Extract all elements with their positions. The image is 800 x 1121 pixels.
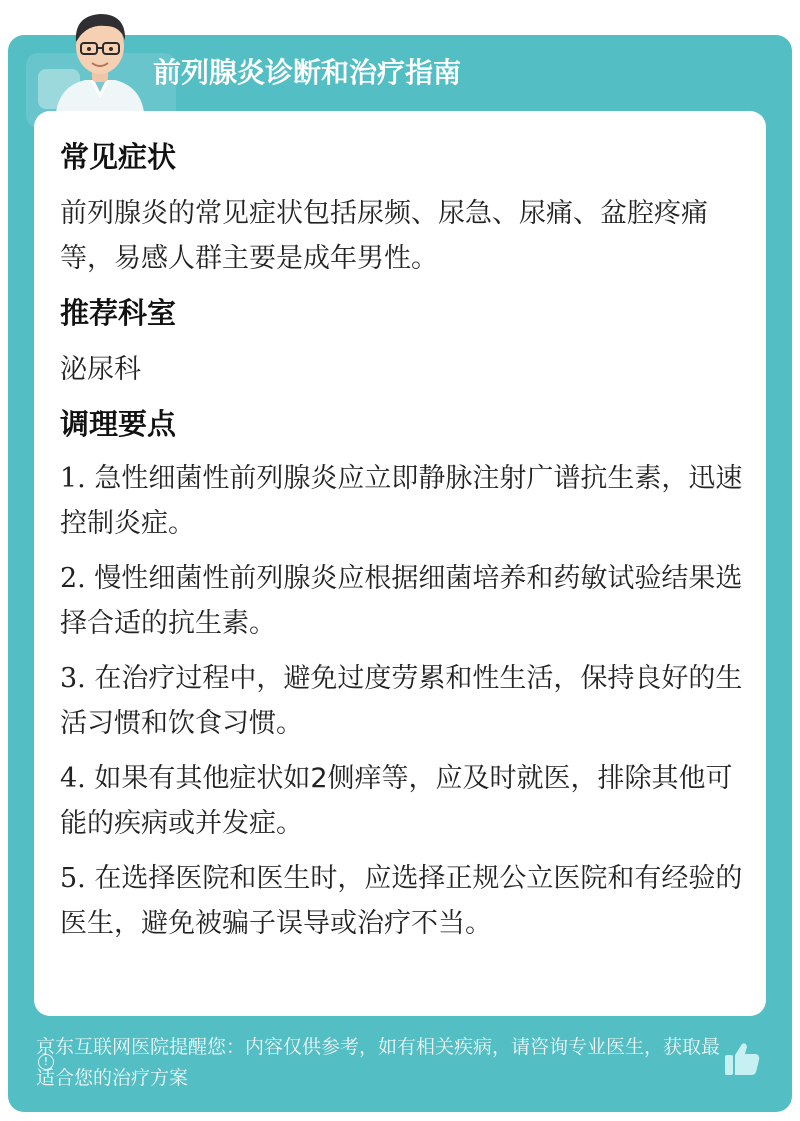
list-item: 5. 在选择医院和医生时，应选择正规公立医院和有经验的医生，避免被骗子误导或治疗不当。 xyxy=(60,863,743,939)
thumbs-up-icon[interactable] xyxy=(722,1040,762,1078)
section-heading-symptoms: 常见症状 xyxy=(60,140,177,174)
care-list xyxy=(60,456,744,946)
list-item: 2. 慢性细菌性前列腺炎应根据细菌培养和药敏试验结果选择合适的抗生素。 xyxy=(60,563,743,639)
section-body-department: 泌尿科 xyxy=(60,354,141,385)
page-title: 前列腺炎诊断和治疗指南 xyxy=(153,56,462,89)
section-body-symptoms: 前列腺炎的常见症状包括尿频、尿急、尿痛、盆腔疼痛等，易感人群主要是成年男性。 xyxy=(60,198,708,274)
list-item: 4. 如果有其他症状如2侧痒等，应及时就医，排除其他可能的疾病或并发症。 xyxy=(60,763,733,839)
list-item: 3. 在治疗过程中，避免过度劳累和性生活，保持良好的生活习惯和饮食习惯。 xyxy=(60,663,743,739)
doctor-avatar xyxy=(50,6,150,112)
section-heading-care: 调理要点 xyxy=(60,407,177,441)
list-item: 1. 急性细菌性前列腺炎应立即静脉注射广谱抗生素，迅速控制炎症。 xyxy=(60,463,743,539)
footer-notice: 京东互联网医院提醒您：内容仅供参考，如有相关疾病，请咨询专业医生，获取最适合您的治疗方案 xyxy=(36,1036,721,1089)
section-heading-department: 推荐科室 xyxy=(60,296,177,330)
card-content xyxy=(60,137,744,956)
info-icon: ! xyxy=(38,1054,54,1070)
content-card xyxy=(34,111,766,1016)
